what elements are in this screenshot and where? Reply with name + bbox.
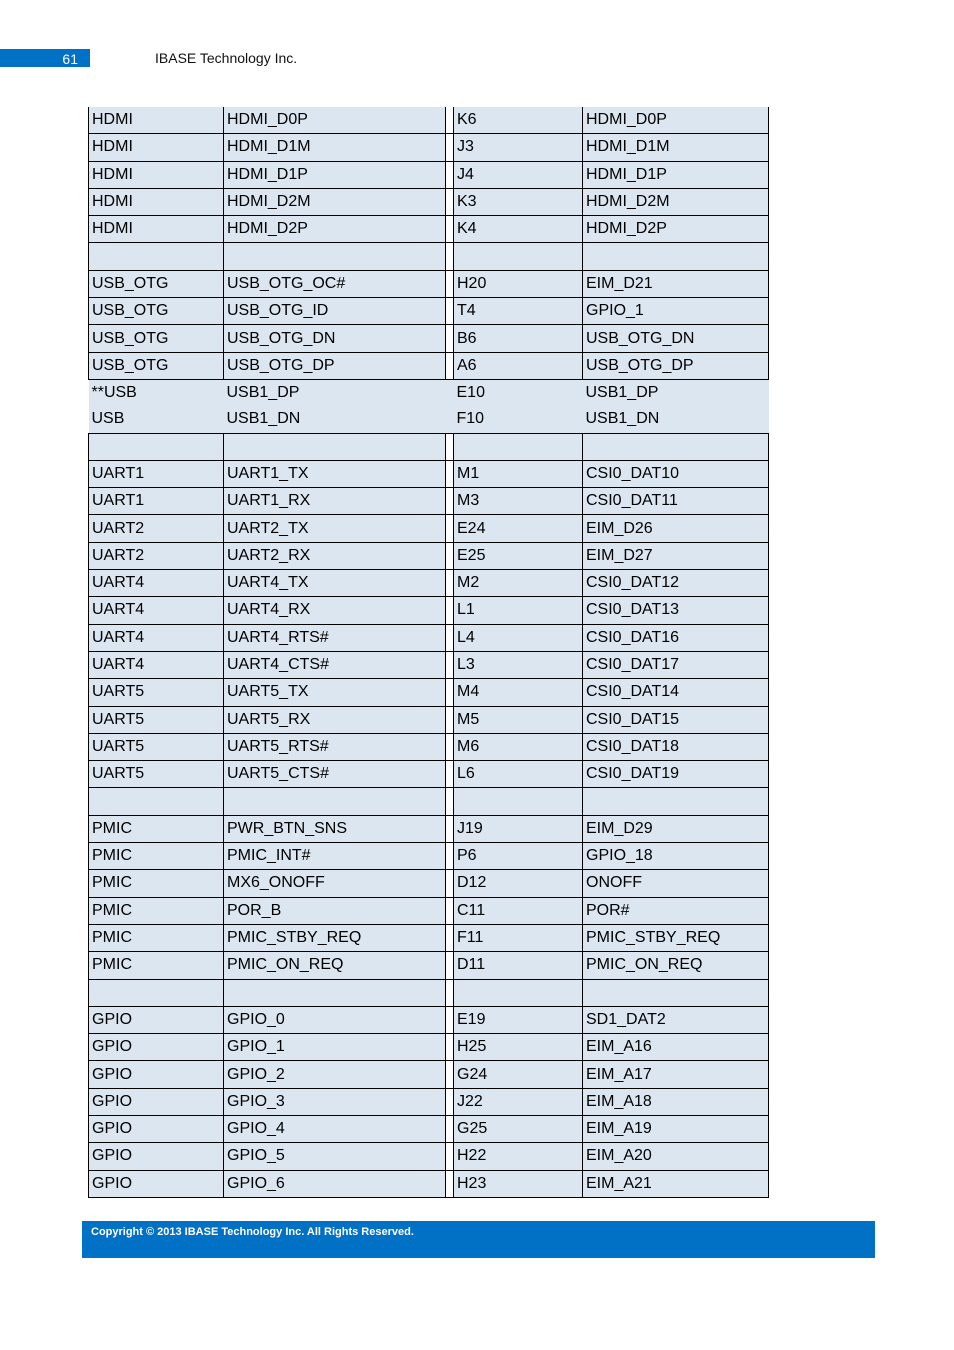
cpu-ball-name-cell: SD1_DAT2 <box>583 1006 769 1033</box>
pin-cell: H23 <box>454 1170 583 1197</box>
signal-cell: UART5_CTS# <box>224 761 446 788</box>
column-gap <box>446 979 454 1006</box>
cpu-ball-name-cell: CSI0_DAT14 <box>583 679 769 706</box>
signal-cell: UART4_RX <box>224 597 446 624</box>
table-row <box>89 352 769 379</box>
pin-cell: L1 <box>454 597 583 624</box>
pin-cell: J22 <box>454 1088 583 1115</box>
pin-cell <box>454 788 583 815</box>
cpu-ball-name-cell: POR# <box>583 897 769 924</box>
pin-cell: M2 <box>454 570 583 597</box>
column-gap <box>446 1115 454 1142</box>
table-row <box>89 624 769 651</box>
table-row <box>89 761 769 788</box>
pin-cell: D12 <box>454 870 583 897</box>
table-row <box>89 216 769 243</box>
cpu-ball-name-cell: CSI0_DAT17 <box>583 651 769 678</box>
cpu-ball-name-cell: EIM_A17 <box>583 1061 769 1088</box>
signal-cell: GPIO_0 <box>224 1006 446 1033</box>
column-gap <box>446 679 454 706</box>
cpu-ball-name-cell: USB1_DN <box>583 406 769 433</box>
table-row <box>89 1061 769 1088</box>
pin-cell: E10 <box>454 379 583 406</box>
column-gap <box>446 788 454 815</box>
function-cell: HDMI <box>89 107 224 134</box>
cpu-ball-name-cell: EIM_D21 <box>583 270 769 297</box>
function-cell: GPIO <box>89 1088 224 1115</box>
column-gap <box>446 243 454 270</box>
pin-cell: F11 <box>454 924 583 951</box>
function-cell: HDMI <box>89 161 224 188</box>
column-gap <box>446 515 454 542</box>
cpu-ball-name-cell: CSI0_DAT15 <box>583 706 769 733</box>
pin-cell: L3 <box>454 651 583 678</box>
function-cell: UART4 <box>89 651 224 678</box>
table-spacer-row <box>89 243 769 270</box>
table-row <box>89 406 769 433</box>
signal-cell: USB_OTG_DP <box>224 352 446 379</box>
pin-cell: G24 <box>454 1061 583 1088</box>
function-cell: GPIO <box>89 1115 224 1142</box>
cpu-ball-name-cell: EIM_A19 <box>583 1115 769 1142</box>
cpu-ball-name-cell: CSI0_DAT16 <box>583 624 769 651</box>
column-gap <box>446 870 454 897</box>
cpu-ball-name-cell: HDMI_D1P <box>583 161 769 188</box>
function-cell: PMIC <box>89 952 224 979</box>
cpu-ball-name-cell: CSI0_DAT18 <box>583 733 769 760</box>
function-cell: USB_OTG <box>89 298 224 325</box>
column-gap <box>446 134 454 161</box>
table-row <box>89 870 769 897</box>
function-cell: GPIO <box>89 1034 224 1061</box>
cpu-ball-name-cell: USB_OTG_DP <box>583 352 769 379</box>
table-row <box>89 270 769 297</box>
signal-cell: PWR_BTN_SNS <box>224 815 446 842</box>
cpu-ball-name-cell: CSI0_DAT11 <box>583 488 769 515</box>
signal-cell: UART4_TX <box>224 570 446 597</box>
signal-cell: MX6_ONOFF <box>224 870 446 897</box>
table-row <box>89 924 769 951</box>
pin-cell: K4 <box>454 216 583 243</box>
cpu-ball-name-cell <box>583 788 769 815</box>
pin-cell: E24 <box>454 515 583 542</box>
cpu-ball-name-cell: EIM_A16 <box>583 1034 769 1061</box>
pin-cell: K6 <box>454 107 583 134</box>
column-gap <box>446 597 454 624</box>
pin-cell: H22 <box>454 1143 583 1170</box>
function-cell: USB <box>89 406 224 433</box>
signal-cell: GPIO_1 <box>224 1034 446 1061</box>
cpu-ball-name-cell: EIM_A21 <box>583 1170 769 1197</box>
table-row <box>89 107 769 134</box>
table-row <box>89 597 769 624</box>
function-cell: UART5 <box>89 679 224 706</box>
column-gap <box>446 161 454 188</box>
cpu-ball-name-cell: USB1_DP <box>583 379 769 406</box>
pin-cell: C11 <box>454 897 583 924</box>
cpu-ball-name-cell: CSI0_DAT12 <box>583 570 769 597</box>
pin-cell: F10 <box>454 406 583 433</box>
function-cell: GPIO <box>89 1006 224 1033</box>
signal-cell: USB_OTG_DN <box>224 325 446 352</box>
signal-cell: PMIC_ON_REQ <box>224 952 446 979</box>
cpu-ball-name-cell <box>583 433 769 460</box>
pin-cell: L6 <box>454 761 583 788</box>
signal-cell: UART4_CTS# <box>224 651 446 678</box>
column-gap <box>446 270 454 297</box>
function-cell: PMIC <box>89 924 224 951</box>
table-row <box>89 542 769 569</box>
pin-cell: M5 <box>454 706 583 733</box>
column-gap <box>446 107 454 134</box>
pin-cell <box>454 979 583 1006</box>
signal-cell: PMIC_INT# <box>224 843 446 870</box>
copyright-text: Copyright © 2013 IBASE Technology Inc. All Rights Reserved. <box>91 1226 414 1238</box>
cpu-ball-name-cell: ONOFF <box>583 870 769 897</box>
signal-cell <box>224 243 446 270</box>
signal-cell: UART5_TX <box>224 679 446 706</box>
page-number-badge <box>0 49 90 67</box>
column-gap <box>446 188 454 215</box>
signal-cell: HDMI_D2P <box>224 216 446 243</box>
table-row <box>89 897 769 924</box>
signal-cell: HDMI_D1P <box>224 161 446 188</box>
cpu-ball-name-cell: PMIC_STBY_REQ <box>583 924 769 951</box>
pin-cell: T4 <box>454 298 583 325</box>
cpu-ball-name-cell: EIM_D29 <box>583 815 769 842</box>
table-row <box>89 1006 769 1033</box>
cpu-ball-name-cell <box>583 243 769 270</box>
function-cell: USB_OTG <box>89 270 224 297</box>
signal-cell: USB_OTG_OC# <box>224 270 446 297</box>
signal-cell: POR_B <box>224 897 446 924</box>
function-cell <box>89 243 224 270</box>
table-row <box>89 733 769 760</box>
function-cell: UART4 <box>89 624 224 651</box>
column-gap <box>446 406 454 433</box>
column-gap <box>446 1088 454 1115</box>
function-cell: PMIC <box>89 870 224 897</box>
function-cell: UART5 <box>89 733 224 760</box>
signal-cell <box>224 979 446 1006</box>
function-cell: HDMI <box>89 216 224 243</box>
function-cell: UART5 <box>89 706 224 733</box>
pin-table-body <box>89 107 769 1197</box>
function-cell: HDMI <box>89 188 224 215</box>
pin-cell: H25 <box>454 1034 583 1061</box>
column-gap <box>446 433 454 460</box>
signal-cell: HDMI_D1M <box>224 134 446 161</box>
pin-cell: J19 <box>454 815 583 842</box>
column-gap <box>446 624 454 651</box>
signal-cell: USB_OTG_ID <box>224 298 446 325</box>
cpu-ball-name-cell: EIM_A20 <box>583 1143 769 1170</box>
signal-cell: HDMI_D2M <box>224 188 446 215</box>
table-row <box>89 651 769 678</box>
pin-mapping-table <box>88 107 769 1198</box>
pin-cell: J3 <box>454 134 583 161</box>
function-cell: PMIC <box>89 815 224 842</box>
table-row <box>89 1034 769 1061</box>
function-cell <box>89 433 224 460</box>
company-name: IBASE Technology Inc. <box>155 50 298 66</box>
signal-cell: GPIO_3 <box>224 1088 446 1115</box>
table-row <box>89 460 769 487</box>
cpu-ball-name-cell: CSI0_DAT13 <box>583 597 769 624</box>
table-row <box>89 488 769 515</box>
column-gap <box>446 1034 454 1061</box>
table-row <box>89 298 769 325</box>
column-gap <box>446 1170 454 1197</box>
signal-cell <box>224 433 446 460</box>
pin-cell: G25 <box>454 1115 583 1142</box>
pin-cell <box>454 243 583 270</box>
cpu-ball-name-cell: CSI0_DAT10 <box>583 460 769 487</box>
table-row <box>89 570 769 597</box>
pin-cell: A6 <box>454 352 583 379</box>
function-cell: PMIC <box>89 843 224 870</box>
signal-cell <box>224 788 446 815</box>
function-cell <box>89 788 224 815</box>
column-gap <box>446 298 454 325</box>
table-row <box>89 515 769 542</box>
table-row <box>89 1170 769 1197</box>
function-cell: USB_OTG <box>89 352 224 379</box>
signal-cell: UART2_TX <box>224 515 446 542</box>
pin-cell: J4 <box>454 161 583 188</box>
table-row <box>89 325 769 352</box>
table-row <box>89 1143 769 1170</box>
table-row <box>89 134 769 161</box>
table-row <box>89 161 769 188</box>
table-row <box>89 815 769 842</box>
cpu-ball-name-cell: GPIO_18 <box>583 843 769 870</box>
signal-cell: UART5_RX <box>224 706 446 733</box>
cpu-ball-name-cell: USB_OTG_DN <box>583 325 769 352</box>
function-cell: GPIO <box>89 1143 224 1170</box>
signal-cell: UART1_RX <box>224 488 446 515</box>
pin-cell: H20 <box>454 270 583 297</box>
column-gap <box>446 924 454 951</box>
function-cell: USB_OTG <box>89 325 224 352</box>
function-cell: **USB <box>89 379 224 406</box>
column-gap <box>446 897 454 924</box>
cpu-ball-name-cell: HDMI_D2M <box>583 188 769 215</box>
column-gap <box>446 952 454 979</box>
pin-cell: E25 <box>454 542 583 569</box>
pin-cell: M3 <box>454 488 583 515</box>
table-row <box>89 379 769 406</box>
pin-cell: B6 <box>454 325 583 352</box>
column-gap <box>446 216 454 243</box>
column-gap <box>446 460 454 487</box>
signal-cell: UART5_RTS# <box>224 733 446 760</box>
function-cell: UART2 <box>89 542 224 569</box>
pin-cell: M4 <box>454 679 583 706</box>
signal-cell: GPIO_4 <box>224 1115 446 1142</box>
table-spacer-row <box>89 788 769 815</box>
page-number: 61 <box>62 51 78 67</box>
footer-bar <box>82 1221 875 1258</box>
column-gap <box>446 325 454 352</box>
signal-cell: GPIO_5 <box>224 1143 446 1170</box>
pin-cell: M6 <box>454 733 583 760</box>
table-row <box>89 1088 769 1115</box>
function-cell: HDMI <box>89 134 224 161</box>
function-cell: UART1 <box>89 460 224 487</box>
cpu-ball-name-cell: HDMI_D0P <box>583 107 769 134</box>
function-cell: UART2 <box>89 515 224 542</box>
cpu-ball-name-cell: EIM_D26 <box>583 515 769 542</box>
function-cell: UART5 <box>89 761 224 788</box>
table-row <box>89 843 769 870</box>
column-gap <box>446 542 454 569</box>
function-cell <box>89 979 224 1006</box>
cpu-ball-name-cell: CSI0_DAT19 <box>583 761 769 788</box>
pin-cell <box>454 433 583 460</box>
signal-cell: USB1_DN <box>224 406 446 433</box>
column-gap <box>446 1006 454 1033</box>
column-gap <box>446 352 454 379</box>
function-cell: UART4 <box>89 597 224 624</box>
pin-cell: K3 <box>454 188 583 215</box>
signal-cell: GPIO_6 <box>224 1170 446 1197</box>
signal-cell: UART2_RX <box>224 542 446 569</box>
column-gap <box>446 1143 454 1170</box>
pin-cell: D11 <box>454 952 583 979</box>
column-gap <box>446 843 454 870</box>
cpu-ball-name-cell <box>583 979 769 1006</box>
column-gap <box>446 733 454 760</box>
column-gap <box>446 761 454 788</box>
column-gap <box>446 488 454 515</box>
column-gap <box>446 706 454 733</box>
signal-cell: USB1_DP <box>224 379 446 406</box>
table-row <box>89 706 769 733</box>
cpu-ball-name-cell: HDMI_D1M <box>583 134 769 161</box>
signal-cell: UART1_TX <box>224 460 446 487</box>
cpu-ball-name-cell: HDMI_D2P <box>583 216 769 243</box>
column-gap <box>446 570 454 597</box>
table-row <box>89 679 769 706</box>
signal-cell: UART4_RTS# <box>224 624 446 651</box>
pin-cell: E19 <box>454 1006 583 1033</box>
column-gap <box>446 651 454 678</box>
function-cell: UART4 <box>89 570 224 597</box>
table-spacer-row <box>89 433 769 460</box>
table-spacer-row <box>89 979 769 1006</box>
function-cell: GPIO <box>89 1170 224 1197</box>
signal-cell: HDMI_D0P <box>224 107 446 134</box>
pin-cell: M1 <box>454 460 583 487</box>
table-row <box>89 1115 769 1142</box>
cpu-ball-name-cell: GPIO_1 <box>583 298 769 325</box>
pin-cell: P6 <box>454 843 583 870</box>
column-gap <box>446 379 454 406</box>
cpu-ball-name-cell: EIM_D27 <box>583 542 769 569</box>
signal-cell: PMIC_STBY_REQ <box>224 924 446 951</box>
pin-cell: L4 <box>454 624 583 651</box>
cpu-ball-name-cell: EIM_A18 <box>583 1088 769 1115</box>
function-cell: UART1 <box>89 488 224 515</box>
table-row <box>89 952 769 979</box>
function-cell: PMIC <box>89 897 224 924</box>
function-cell: GPIO <box>89 1061 224 1088</box>
signal-cell: GPIO_2 <box>224 1061 446 1088</box>
column-gap <box>446 1061 454 1088</box>
column-gap <box>446 815 454 842</box>
cpu-ball-name-cell: PMIC_ON_REQ <box>583 952 769 979</box>
table-row <box>89 188 769 215</box>
